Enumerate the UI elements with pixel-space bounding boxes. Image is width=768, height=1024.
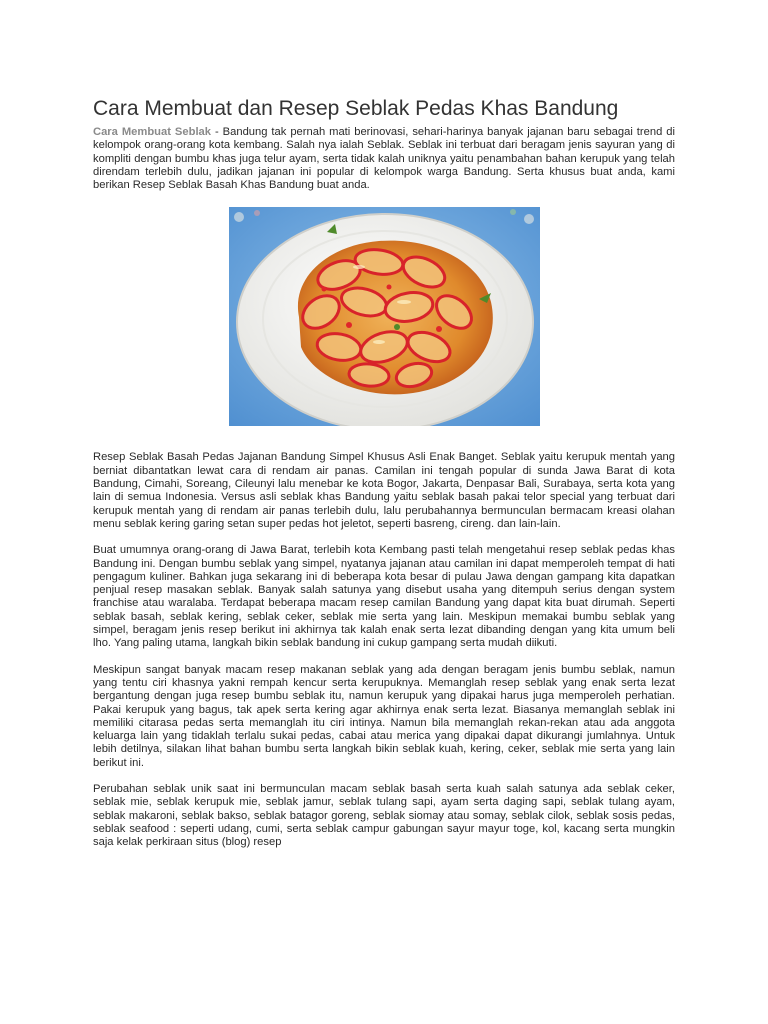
article-title: Cara Membuat dan Resep Seblak Pedas Khas Bandung	[93, 97, 619, 120]
article	[93, 96, 675, 850]
intro-text: Bandung tak pernah mati berinovasi, sehari-harinya banyak jajanan baru sebagai trend di kelompok orang-orang kota kembang. Salah nya ialah Seblak. Seblak ini terbuat dari beragam jenis sayuran yang di kompliti dengan bumbu khas juga telur ayam, serta tidak kalah uniknya yaitu penambahan bahan kerupuk yang telah direndam terlebih dulu, jadikan jajanan ini popular di kelompok warga Bandung. Serta khusus buat anda, kami berikan Resep Seblak Basah Khas Bandung buat anda.	[93, 126, 675, 192]
body-paragraph-4: Perubahan seblak unik saat ini bermunculan macam seblak basah serta kuah salah satunya ada seblak ceker, seblak mie, seblak kerupuk mie, seblak jamur, seblak tulang sapi, ayam serta daging sapi, seblak tulang ayam, seblak makaroni, seblak bakso, seblak batagor goreng, seblak siomay atau somay, seblak cilok, seblak sosis pedas, seblak seafood : seperti udang, cumi, serta seblak campur gabungan sayur mayur toge, kol, kacang serta mungkin saja kelak perkiraan situs (blog) resep	[93, 783, 675, 849]
intro-paragraph	[93, 126, 675, 192]
intro-link[interactable]: Cara Membuat Seblak	[93, 126, 211, 138]
seblak-photo	[229, 207, 540, 426]
intro-separator: -	[211, 126, 223, 138]
body-paragraph-3: Meskipun sangat banyak macam resep makanan seblak yang ada dengan beragam jenis bumbu seblak, namun yang tentu ciri khasnya yakni rempah kencur serta kerupuknya. Memanglah resep seblak yang enak serta lezat bergantung dengan juga resep bumbu seblak itu, namun kerupuk yang dipakai harus juga memperoleh perhatian. Pakai kerupuk yang bagus, tak apek serta kering agar akhirnya enak serta lezat. Biasanya memanglah seblak ini memiliki citarasa pedas serta memanglah itu ciri intinya. Namun bila memanglah rekan-rekan atau ada anggota keluarga lain yang tidaklah terlalu sukai pedas, cabai atau merica yang dipakai dapat dikurangi jumlahnya. Untuk lebih detilnya, silakan lihat bahan bumbu serta langkah bikin seblak kuah, kering, ceker, seblak mie serta yang lain berikut ini.	[93, 663, 675, 769]
body-paragraph-2: Buat umumnya orang-orang di Jawa Barat, terlebih kota Kembang pasti telah mengetahui resep seblak pedas khas Bandung ini. Dengan bumbu seblak yang simpel, nyatanya jajanan atau camilan ini dapat memperoleh tempat di hati pengagum kuliner. Bahkan juga sekarang ini di beberapa kota besar di pulau Jawa dengan gampang kita dapatkan penjual resep masakan seblak. Banyak salah satunya yang disebut usaha yang ditempuh serius dengan system franchise atau waralaba. Terdapat beberapa macam resep camilan Bandung yang dapat kita buat dirumah. Seperti seblak basah, seblak kering, seblak ceker, seblak mie serta yang lain. Meskipun memakai bumbu seblak yang simpel, beragam jenis resep berikut ini akhirnya tak kalah enak serta lezat dibanding dengan yang kita umum beli lho. Yang paling utama, langkah bikin seblak bandung ini cukup gampang serta mudah diikuti.	[93, 544, 675, 650]
seblak-plate-illustration	[229, 207, 540, 426]
body-paragraph-1: Resep Seblak Basah Pedas Jajanan Bandung Simpel Khusus Asli Enak Banget. Seblak yaitu kerupuk mentah yang berniat dibantatkan lewat cara di rendam air panas. Camilan ini tengah popular di sunda Jawa Barat di kota Bandung, Cimahi, Soreang, Cileunyi lalu menebar ke kota Bogor, Jakarta, Denpasar Bali, Surabaya, serta kota yang lain di semua Indonesia. Versus asli seblak khas Bandung yaitu seblak basah pakai telor special yang terbuat dari kerupuk mentah yang di rendam air panas terlebih dulu, lalu perubahannya bermunculan bermacam kreasi olahan menu seblak kering garing setan super pedas hot jeletot, seperti basreng, cireng. dan lain-lain.	[93, 451, 675, 530]
